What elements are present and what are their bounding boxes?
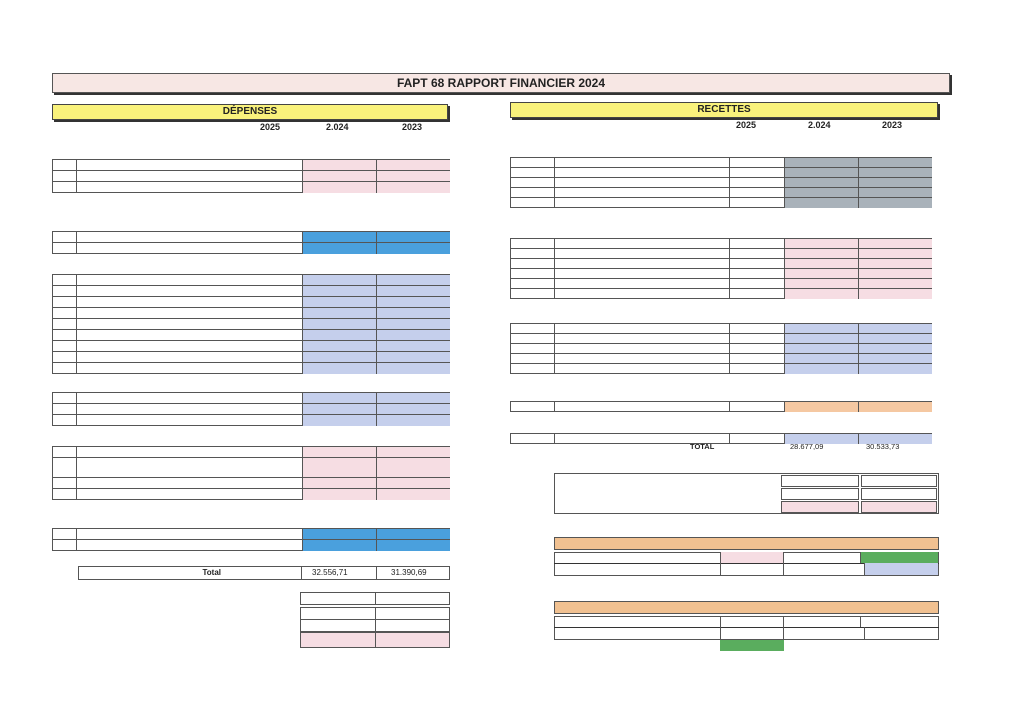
depenses-total-2023: 31.390,69 (376, 567, 451, 579)
livret-row (300, 632, 450, 648)
row-value-2023 (376, 415, 450, 426)
row-code (53, 458, 77, 478)
bilan-resultat-value (864, 563, 938, 575)
row-code (511, 364, 555, 374)
row-code (53, 363, 77, 374)
page-title: FAPT 68 RAPPORT FINANCIER 2024 (52, 73, 950, 93)
row-value-2023 (376, 243, 450, 254)
row-value-2024 (302, 540, 376, 551)
table-row (52, 488, 450, 500)
row-value-2023 (858, 402, 932, 412)
recettes-header: RECETTES (510, 102, 938, 118)
recettes-total-2023: 30.533,73 (866, 442, 900, 451)
table-row (510, 401, 932, 412)
depenses-year-2023: 2023 (402, 122, 423, 132)
row-label (557, 289, 731, 299)
livret-value-2023 (375, 608, 450, 619)
row-value-2024 (784, 364, 858, 374)
bilan-compte-value (720, 627, 784, 639)
row-label (557, 364, 731, 374)
row-blank-2025 (729, 198, 784, 208)
row-value-2023 (376, 489, 450, 500)
table-row (510, 363, 932, 374)
livret-row (300, 592, 450, 605)
row-code (511, 289, 555, 299)
row-label (79, 243, 301, 254)
recettes-year-2025: 2025 (736, 120, 757, 130)
depenses-total-label: Total (202, 568, 221, 577)
summary-value-2024 (781, 475, 859, 487)
livret-value-2023 (375, 593, 450, 604)
depenses-total-row (78, 566, 450, 580)
summary-box (554, 473, 939, 514)
row-blank-2025 (729, 434, 784, 444)
row-value-2024 (302, 182, 376, 193)
summary-value-2024 (781, 488, 859, 500)
row-code (511, 434, 555, 444)
row-label (79, 415, 301, 426)
row-value-2024 (784, 198, 858, 208)
row-value-2023 (858, 198, 932, 208)
bilan-resultat-value (864, 627, 938, 639)
row-value-2023 (376, 540, 450, 551)
table-row (52, 181, 450, 193)
summary-value-2023 (861, 475, 937, 487)
summary-value-2024 (781, 501, 859, 513)
table-row (510, 288, 932, 299)
row-label (79, 540, 301, 551)
row-code (53, 540, 77, 551)
depenses-total-2024: 32.556,71 (301, 567, 376, 579)
row-label (79, 458, 301, 478)
row-code (53, 243, 77, 254)
table-row (52, 362, 450, 374)
row-code (53, 182, 77, 193)
table-row (52, 414, 450, 426)
table-row (52, 457, 450, 478)
row-code (511, 402, 555, 412)
row-value-2023 (376, 182, 450, 193)
livret-value-2023 (375, 620, 450, 631)
row-value-2024 (302, 458, 376, 478)
table-row (510, 197, 932, 208)
table-row (52, 242, 450, 254)
depenses-header: DÉPENSES (52, 104, 448, 120)
bilan-title (554, 537, 939, 550)
row-value-2023 (376, 363, 450, 374)
depenses-year-2024: 2.024 (326, 122, 349, 132)
row-code (53, 489, 77, 500)
recettes-total-2024: 28.677,09 (790, 442, 824, 451)
bilan-total-right (864, 640, 938, 651)
row-value-2024 (302, 363, 376, 374)
recettes-year-2023: 2023 (882, 120, 903, 130)
livret-row (300, 619, 450, 632)
bilan-total-right (864, 576, 938, 587)
row-value-2024 (302, 489, 376, 500)
depenses-year-2025: 2025 (260, 122, 281, 132)
row-label (79, 489, 301, 500)
bilan-total-left (720, 640, 784, 651)
summary-value-2023 (861, 501, 937, 513)
row-blank-2025 (729, 364, 784, 374)
row-value-2023 (858, 289, 932, 299)
row-label (557, 198, 731, 208)
livret-value-2023 (375, 633, 450, 647)
row-label (557, 402, 731, 412)
row-code (511, 198, 555, 208)
bilan-total-left (720, 576, 784, 587)
row-value-2023 (858, 364, 932, 374)
bilan-compte-value (720, 563, 784, 575)
row-value-2024 (302, 243, 376, 254)
row-blank-2025 (729, 289, 784, 299)
row-label (79, 182, 301, 193)
row-label (79, 363, 301, 374)
recettes-year-2024: 2.024 (808, 120, 831, 130)
row-code (53, 415, 77, 426)
recettes-total-label: TOTAL (690, 442, 715, 451)
row-blank-2025 (729, 402, 784, 412)
row-value-2024 (784, 289, 858, 299)
row-value-2024 (302, 415, 376, 426)
row-value-2024 (784, 402, 858, 412)
table-row (52, 539, 450, 551)
row-value-2023 (376, 458, 450, 478)
summary-value-2023 (861, 488, 937, 500)
bilan-title (554, 601, 939, 614)
